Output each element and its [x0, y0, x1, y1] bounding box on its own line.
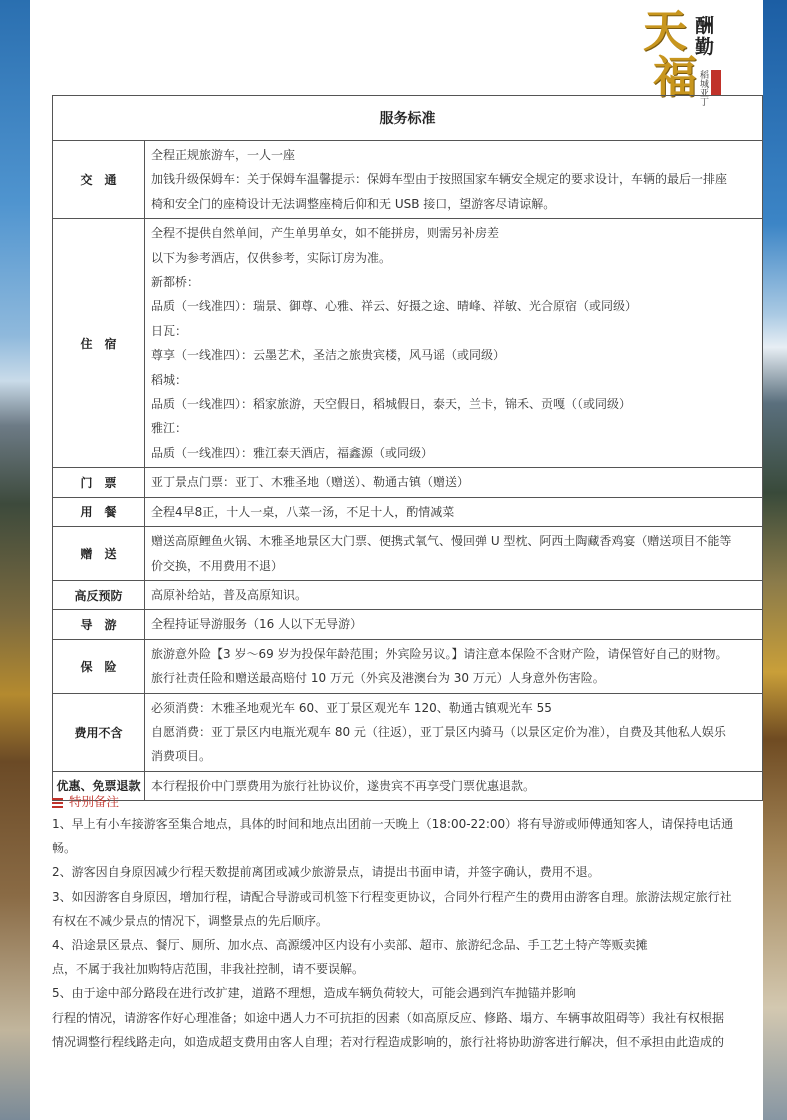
- row-label: 赠 送: [53, 527, 145, 581]
- row-label: 高反预防: [53, 580, 145, 609]
- row-content-line: 赠送高原鲤鱼火锅、木雅圣地景区大门票、便携式氧气、慢回弹 U 型枕、阿西土陶藏香鸡宴（赠送项目不能等: [151, 534, 732, 549]
- table-row: [53, 468, 763, 497]
- row-content-line: 以下为参考酒店，仅供参考，实际订房为准。: [151, 250, 392, 265]
- row-content: [145, 580, 763, 609]
- note-line: 5、由于途中部分路段在进行改扩建，道路不理想，造成车辆负荷较大，可能会遇到汽车抛锚并影响: [52, 986, 576, 1001]
- row-content-line: 全程持证导游服务（16 人以下无导游）: [151, 617, 363, 632]
- note-line: 1、早上有小车接游客至集合地点，具体的时间和地点出团前一天晚上（18:00-22:00）将有导游或师傅通知客人，请保持电话通: [52, 817, 734, 831]
- table-row: [53, 610, 763, 639]
- logo-char-1: 天: [643, 6, 687, 57]
- table-row: [53, 693, 763, 771]
- row-content-line: 椅和安全门的座椅设计无法调整座椅后仰和无 USB 接口，望游客尽请谅解。: [151, 196, 556, 211]
- row-content-line: 旅行社责任险和赠送最高赔付 10 万元（外宾及港澳台为 30 万元）人身意外伤害险。: [151, 671, 605, 686]
- row-content-line: 尊享（一线准四）：云墨艺术，圣洁之旅贵宾楼，风马谣（或同级）: [151, 348, 506, 363]
- note-line: 有权在不减少景点的情况下，调整景点的先后顺序。: [52, 913, 329, 928]
- notes-title: 特别备注: [69, 794, 120, 809]
- row-label: 导 游: [53, 610, 145, 639]
- logo-char-2: 福: [653, 52, 697, 103]
- note-line: 3、如因游客自身原因，增加行程，请配合导游或司机签下行程变更协议，合同外行程产生的费用由游客自理。旅游法规定旅行社: [52, 889, 732, 904]
- note-line: 畅。: [52, 841, 77, 856]
- table-row: [53, 639, 763, 693]
- table-row: [53, 580, 763, 609]
- row-content-line: 自愿消费：亚丁景区内电瓶光观车 80 元（往返），亚丁景区内骑马（以景区定价为准），自费及其他私人娱乐: [151, 724, 726, 739]
- row-content-line: 价交换，不用费用不退）: [151, 558, 284, 573]
- table-row: [53, 219, 763, 468]
- row-content-line: 雅江：: [151, 421, 188, 436]
- row-content-line: 稻城：: [151, 372, 188, 387]
- logo-small-text: 稻城亚丁: [698, 70, 708, 106]
- row-label: 费用不含: [53, 693, 145, 771]
- note-line: 2、游客因自身原因减少行程天数提前离团或减少旅游景点，请提出书面申请，并签字确认，费用不退。: [52, 865, 600, 880]
- row-content: [145, 693, 763, 771]
- list-icon: [52, 796, 63, 810]
- page: [30, 0, 763, 1120]
- row-content: [145, 497, 763, 526]
- scenic-strip-left: [0, 0, 30, 1120]
- service-standard-table: [52, 95, 763, 801]
- row-content-line: 消费项目。: [151, 749, 212, 764]
- row-content-line: 加钱升级保姆车：关于保姆车温馨提示：保姆车型由于按照国家车辆安全规定的要求设计，车辆的最后一排座: [151, 172, 728, 187]
- row-content-line: 全程正规旅游车，一人一座: [151, 148, 296, 162]
- table-row: [53, 141, 763, 219]
- row-label: 住 宿: [53, 219, 145, 468]
- row-content-line: 品质（一线准四）：雅江泰天酒店，福鑫源（或同级）: [151, 445, 434, 460]
- table-header-row: [53, 96, 763, 141]
- row-content-line: 必须消费：木雅圣地观光车 60、亚丁景区观光车 120、勒通古镇观光车 55: [151, 700, 552, 715]
- row-content-line: 高原补给站，普及高原知识。: [151, 587, 308, 602]
- row-content-line: 全程不提供自然单间，产生单男单女，如不能拼房，则需另补房差: [151, 226, 500, 241]
- row-content: [145, 219, 763, 468]
- row-label: 保 险: [53, 639, 145, 693]
- special-notes: [52, 792, 767, 1054]
- table-row: [53, 527, 763, 581]
- row-content: [145, 639, 763, 693]
- row-label: 优惠、免票退款: [53, 771, 145, 800]
- note-line: 4、沿途景区景点、餐厅、厕所、加水点、高源缓冲区内设有小卖部、超市、旅游纪念品、手工艺土特产等贩卖摊: [52, 938, 648, 953]
- notes-title-row: [52, 792, 767, 812]
- row-content-line: 品质（一线准四）：瑞景、御尊、心雅、祥云、好摄之途、晴峰、祥敏、光合原宿（或同级）: [151, 299, 638, 314]
- row-content-line: 新都桥：: [151, 275, 200, 290]
- row-content-line: 品质（一线准四）：稻家旅游，天空假日，稻城假日，泰天，兰卡，锦禾、贡嘎（（或同级）: [151, 397, 632, 412]
- row-content-line: 本行程报价中门票费用为旅行社协议价，遂贵宾不再享受门票优惠退款。: [151, 778, 536, 793]
- row-content-line: 旅游意外险【3 岁～69 岁为投保年龄范围；外宾险另议。】请注意本保险不含财产险，请保管好自己的财物。: [151, 646, 728, 661]
- row-content-line: 日瓦：: [151, 323, 188, 338]
- table-row: [53, 497, 763, 526]
- note-line: 情况调整行程线路走向，如造成超支费用由客人自理；若对行程造成影响的，旅行社将协助游客进行解决，但不承担由此造成的: [52, 1034, 725, 1049]
- logo-stamp: [711, 70, 721, 96]
- row-content: [145, 141, 763, 219]
- row-label: 用 餐: [53, 497, 145, 526]
- table-title: 服务标准: [53, 96, 763, 141]
- row-content-line: 全程4早8正，十人一桌，八菜一汤，不足十人，酌情减菜: [151, 504, 455, 519]
- row-content: [145, 610, 763, 639]
- row-label: 门 票: [53, 468, 145, 497]
- row-content: [145, 468, 763, 497]
- notes-body: [52, 812, 767, 1054]
- logo-side-text: 酬 勤: [695, 15, 715, 58]
- note-line: 行程的情况，请游客作好心理准备；如途中遇人力不可抗拒的因素（如高原反应、修路、塌方、车辆事故阻碍等）我社有权根据: [52, 1010, 725, 1025]
- note-line: 点，不属于我社加购特店范围，非我社控制，请不要误解。: [52, 962, 365, 977]
- row-content-line: 亚丁景点门票：亚丁、木雅圣地（赠送）、勒通古镇（赠送）: [151, 475, 470, 490]
- row-label: 交 通: [53, 141, 145, 219]
- brand-logo: [643, 6, 735, 106]
- table-body: [53, 141, 763, 801]
- row-content: [145, 527, 763, 581]
